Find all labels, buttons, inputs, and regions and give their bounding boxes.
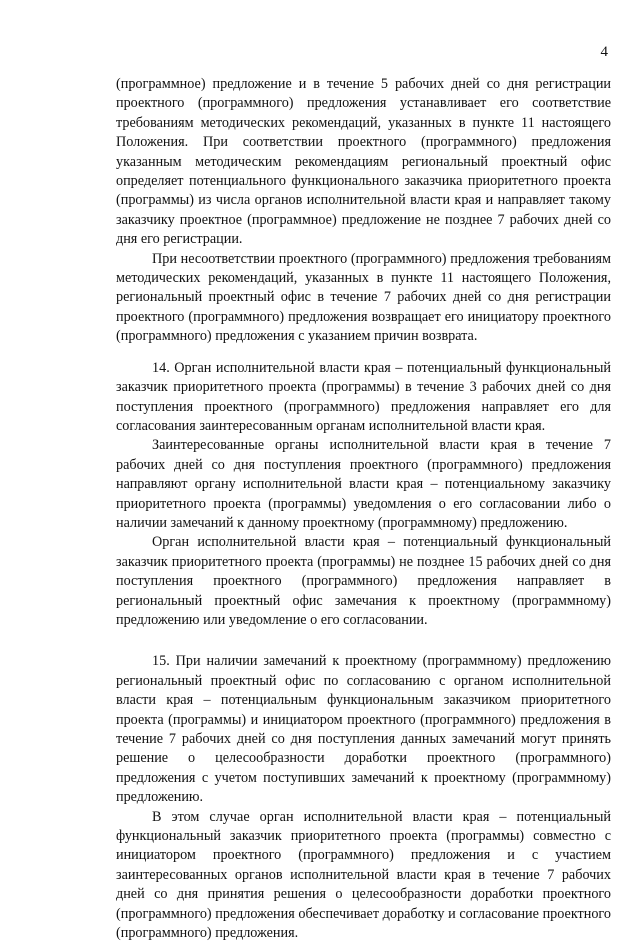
document-body xyxy=(116,75,611,943)
paragraph-revision: В этом случае орган исполнительной власти края – потенциальный функциональный заказчик приоритетного проекта (программы) совместно с инициатором проектного (программного) предложения и с участием заинтересованных органов исполнительной власти края в течение 7 рабочих дней со дня принятия решения о целесообразности доработки проектного (программного) предложения обеспечивает доработку и согласование проектного (программного) предложения. xyxy=(116,808,611,942)
paragraph-item-14: 14. Орган исполнительной власти края – потенциальный функциональный заказчик приоритетного проекта (программы) в течение 3 рабочих дней со дня поступления проектного (программного) предложения направляет его для согласования заинтересованным органам исполнительной власти края. xyxy=(116,359,611,434)
paragraph-item-15: 15. При наличии замечаний к проектному (программному) предложению региональный проектный офис по согласованию с органом исполнительной власти края – потенциальным функциональным заказчиком приоритетного проекта (программы) и инициатором проектного (программного) предложения в течение 7 рабочих дней со дня поступления данных замечаний могут принять решение о целесообразности доработки проектного (программного) предложения с учетом поступивших замечаний к проектному (программному) предложению. xyxy=(116,653,611,806)
paragraph-potential-customer: Орган исполнительной власти края – потенциальный функциональный заказчик приоритетного проекта (программы) не позднее 15 рабочих дней со дня поступления проектного (программного) предложения направляет в региональный проектный офис замечания к проектному (программному) предложению или уведомление о его согласовании. xyxy=(116,534,611,628)
paragraph-continuation: (программное) предложение и в течение 5 рабочих дней со дня регистрации проектного (программного) предложения устанавливает его соответствие требованиям методических рекомендаций, указанных в пункте 11 настоящего Положения. При соответствии проектного (программного) предложения указанным методическим рекомендациям региональный проектный офис определяет потенциального функционального заказчика приоритетного проекта (программы) из числа органов исполнительной власти края и направляет такому заказчику проектное (программное) предложение не позднее 7 рабочих дней со дня его регистрации. xyxy=(116,76,611,248)
page-number: 4 xyxy=(600,44,608,60)
paragraph-nonconformity: При несоответствии проектного (программного) предложения требованиям методических рекомендаций, указанных в пункте 11 настоящего Положения, региональный проектный офис в течение 7 рабочих дней со дня регистрации проектного (программного) предложения возвращает его инициатору проектного (программного) предложения с указанием причин возврата. xyxy=(116,250,611,345)
paragraph-interested-bodies: Заинтересованные органы исполнительной власти края в течение 7 рабочих дней со дня поступления проектного (программного) предложения направляют органу исполнительной власти края – потенциальному заказчику приоритетного проекта (программы) уведомления о его согласовании либо о наличии замечаний к данному проектному (программному) предложению. xyxy=(116,437,611,531)
